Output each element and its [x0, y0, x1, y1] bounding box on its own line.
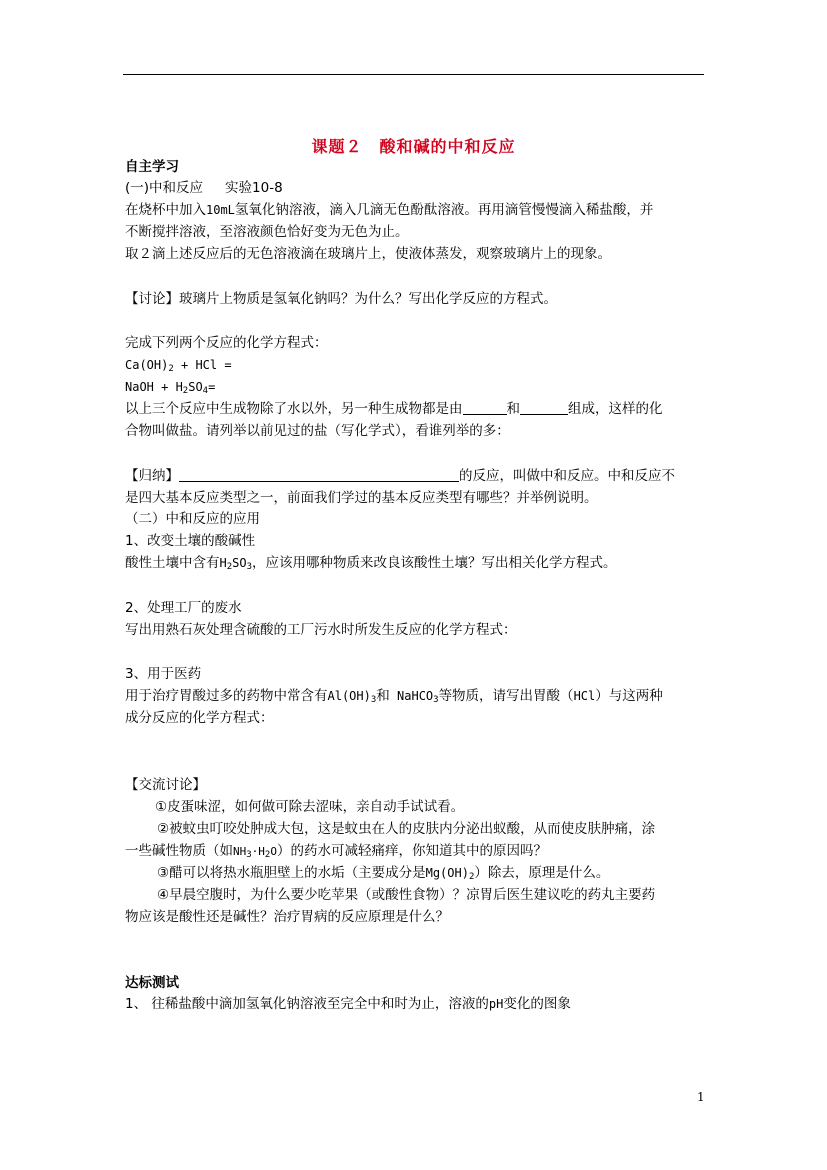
paragraph-line: 合物叫做盐。请列举以前见过的盐（写化学式），看谁列举的多： [125, 423, 510, 439]
application-title: 3、用于医药 [125, 666, 202, 682]
page-title: 课题２ 酸和碱的中和反应 [311, 137, 516, 156]
paragraph-line: 不断搅拌溶液，至溶液颜色恰好变为无色为止。 [125, 224, 409, 240]
question-2: ②被蚊虫叮咬处肿成大包，这是蚊虫在人的皮肤内分泌出蚁酸，从而使皮肤肿痛，涂 [157, 821, 656, 837]
paragraph-line: 完成下列两个反应的化学方程式： [125, 335, 328, 351]
subsection-applications: （二）中和反应的应用 [125, 511, 260, 527]
fill-blank[interactable] [463, 401, 507, 415]
subsection-label: (一)中和反应 [125, 180, 204, 196]
summary-line: 【归纳】 的反应，叫做中和反应。中和反应不 [125, 468, 675, 484]
equation-1: $Ca(OH)_2$ + HCl = [125, 358, 232, 374]
fill-blank[interactable] [179, 468, 459, 482]
section-heading-test: 达标测试 [125, 975, 179, 991]
equation-2: NaOH + $H_2SO_4=$ [125, 380, 216, 396]
paragraph-line: 酸性土壤中含有$H_2SO_3$，应该用哪种物质来改良该酸性土壤？写出相关化学方程式。 [125, 555, 617, 572]
header-rule [123, 74, 704, 75]
question-3: ③醋可以将热水瓶胆壁上的水垢（主要成分是$Mg(OH)_2$）除去，原理是什么。 [157, 865, 610, 882]
application-title: 1、改变土壤的酸碱性 [125, 533, 256, 549]
paragraph-line: 是四大基本反应类型之一，前面我们学过的基本反应类型有哪些？并举例说明。 [125, 490, 598, 506]
question-2-cont: 一些碱性物质（如$NH_3\cdot H_2O$）的药水可减轻痛痒，你知道其中的原因吗？ [125, 843, 547, 860]
subsection-neutralization [125, 178, 283, 198]
paragraph-line: 取２滴上述反应后的无色溶液滴在玻璃片上，使液体蒸发，观察玻璃片上的现象。 [125, 246, 611, 262]
paragraph-line: 成分反应的化学方程式： [125, 710, 274, 726]
question-4: ④早晨空腹时，为什么要少吃苹果（或酸性食物）？凉胃后医生建议吃的药丸主要药 [157, 887, 656, 903]
volume-value: 10mL [206, 203, 235, 217]
exchange-title: 【交流讨论】 [125, 777, 206, 793]
experiment-label: 实验10-8 [225, 180, 283, 196]
paragraph-line: 以上三个反应中生成物除了水以外，另一种生成物都是由 和 组成，这样的化 [125, 401, 663, 417]
test-question-1: 1、 往稀盐酸中滴加氢氧化钠溶液至完全中和时为止，溶液的pH变化的图象 [125, 996, 571, 1012]
paragraph-line: 写出用熟石灰处理含硫酸的工厂污水时所发生反应的化学方程式： [125, 622, 517, 638]
paragraph-line: 用于治疗胃酸过多的药物中常含有$Al(OH)_3$和 NaHCO$_3$等物质，请写出胃酸（HCl）与这两种 [125, 688, 663, 705]
application-title: 2、处理工厂的废水 [125, 600, 242, 616]
paragraph-line: 在烧杯中加入10mL氢氧化钠溶液，滴入几滴无色酚酞溶液。再用滴管慢慢滴入稀盐酸，并 [125, 202, 654, 218]
question-1: ①皮蛋味涩，如何做可除去涩味，亲自动手试试看。 [155, 799, 465, 815]
section-heading-self-study: 自主学习 [125, 159, 179, 175]
discussion-prompt: 【讨论】玻璃片上物质是氢氧化钠吗？为什么？写出化学反应的方程式。 [125, 291, 557, 307]
page-number: 1 [697, 1090, 705, 1104]
fill-blank[interactable] [520, 401, 568, 415]
question-4-cont: 物应该是酸性还是碱性？治疗胃病的反应原理是什么？ [125, 909, 449, 925]
